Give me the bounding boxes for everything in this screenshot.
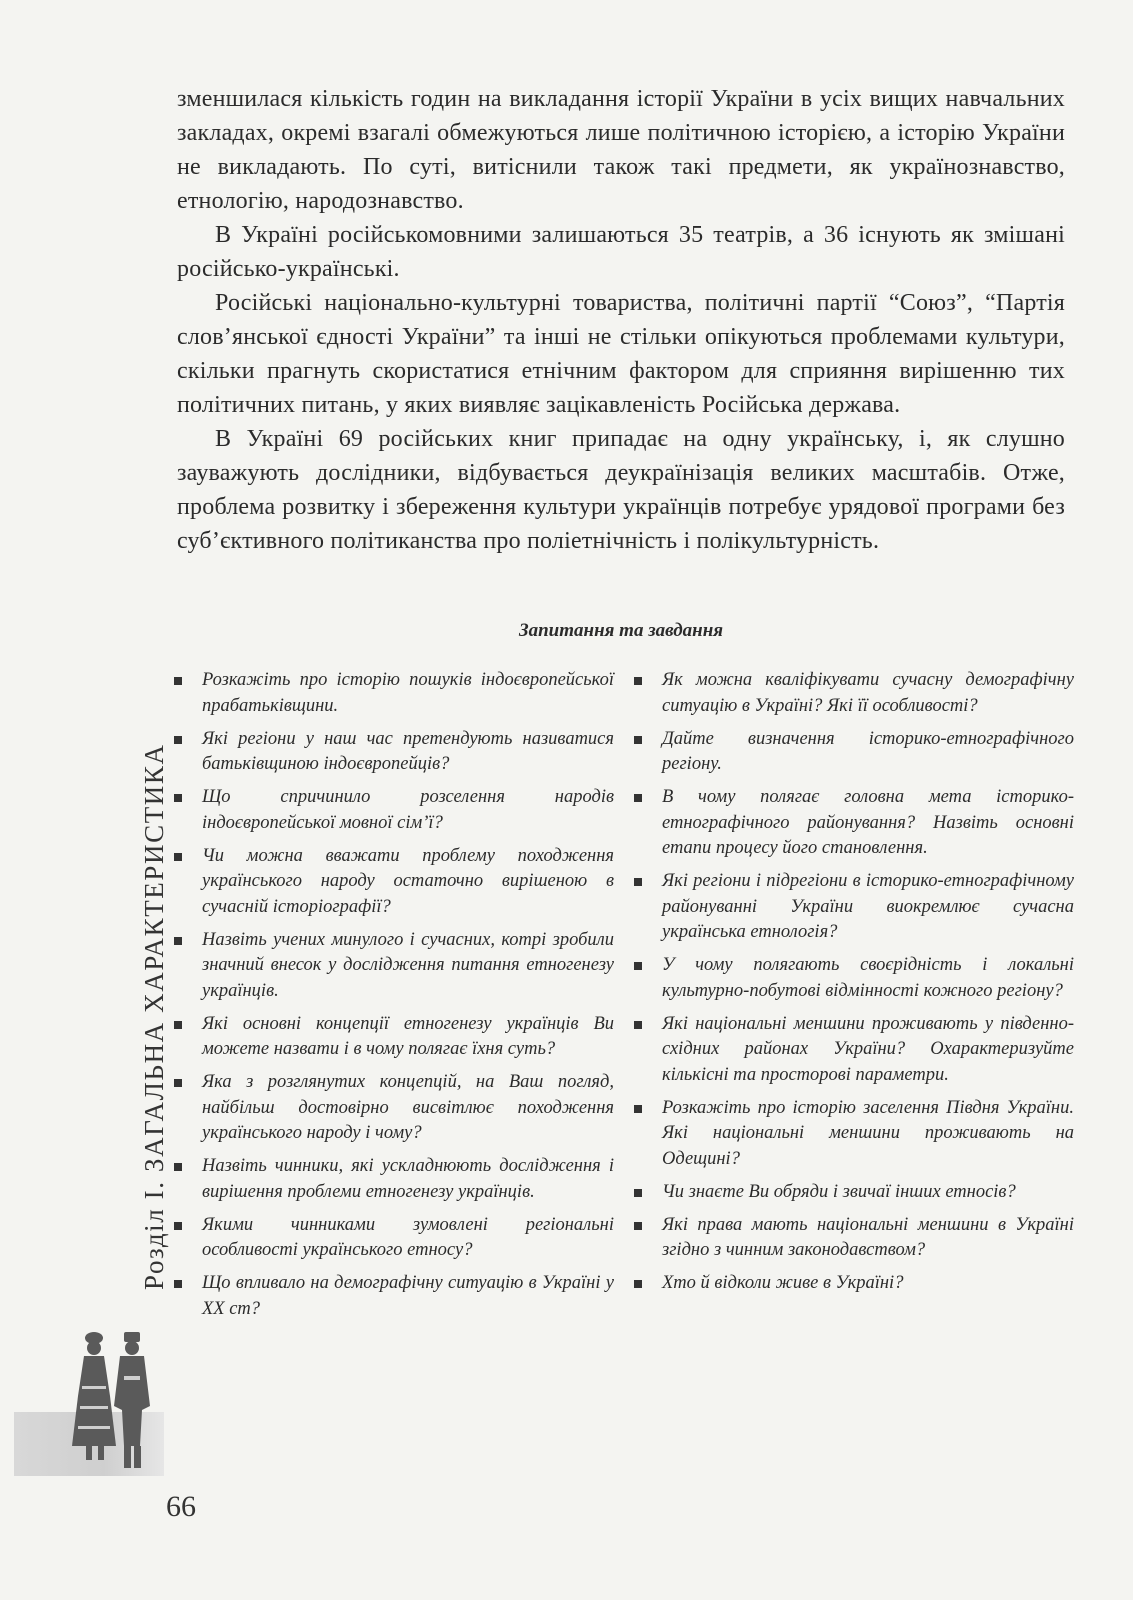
- question-item: [174, 668, 614, 719]
- square-bullet-icon: [174, 736, 182, 744]
- square-bullet-icon: [634, 962, 642, 970]
- question-text: Хто й відколи живе в Україні?: [662, 1273, 904, 1293]
- square-bullet-icon: [174, 794, 182, 802]
- question-text: Чи можна вважати проблему походження українського народу остаточно вирішеною в сучасній історіографії?: [202, 845, 614, 917]
- folk-costume-figures-icon: [54, 1326, 164, 1476]
- square-bullet-icon: [634, 794, 642, 802]
- questions-left-column: [174, 668, 614, 1330]
- questions-right-column: [634, 668, 1074, 1304]
- question-item: [634, 1213, 1074, 1264]
- square-bullet-icon: [634, 1021, 642, 1029]
- question-text: Розкажіть про історію пошуків індоєвропейської прабатьківщини.: [202, 670, 614, 716]
- square-bullet-icon: [174, 1163, 182, 1171]
- paragraph: зменшилася кількість годин на викладання історії України в усіх вищих навчальних закладах, окремі взагалі обмежуються лише політичною історією, а історію України не викладають. По суті, витіснили також такі предмети, як українознавство, етнологію, народознавство.: [177, 86, 1065, 214]
- question-text: Які регіони і підрегіони в історико-етнографічному районуванні України виокремлює сучасна українська етнологія?: [662, 871, 1074, 942]
- question-item: [174, 785, 614, 836]
- paragraph: Російські національно-культурні товариства, політичні партії “Союз”, “Партія слов’янської єдності України” та інші не стільки опікуються проблемами культури, скільки прагнуть скористатися етнічним фактором для сприяння вирішенню тих політичних питань, у яких виявляє зацікавленість Російська держава.: [177, 290, 1065, 418]
- question-text: Які регіони у наш час претендують називатися батьківщиною індоєвропейців?: [202, 728, 614, 774]
- page-number: 66: [166, 1490, 196, 1523]
- question-item: [174, 1271, 614, 1322]
- question-item: [634, 953, 1074, 1004]
- question-item: [634, 668, 1074, 719]
- square-bullet-icon: [634, 1105, 642, 1113]
- square-bullet-icon: [634, 736, 642, 744]
- question-text: Назвіть учених минулого і сучасних, котрі зробили значний внесок у дослідження питання етногенезу українців.: [202, 929, 614, 1001]
- question-text: Якими чинниками зумовлені регіональні особливості українського етносу?: [202, 1214, 614, 1260]
- question-item: [634, 1096, 1074, 1173]
- question-item: [634, 1012, 1074, 1089]
- questions-heading: Запитання та завдання: [518, 620, 724, 641]
- square-bullet-icon: [174, 1222, 182, 1230]
- question-text: Як можна кваліфікувати сучасну демографічну ситуацію в Україні? Які її особливості?: [662, 670, 1074, 716]
- square-bullet-icon: [174, 1021, 182, 1029]
- question-text: В чому полягає головна мета історико-етнографічного районування? Назвіть основні етапи процесу його становлення.: [662, 787, 1074, 858]
- question-text: Назвіть чинники, які ускладнюють дослідження і вирішення проблеми етногенезу українців.: [202, 1156, 614, 1202]
- square-bullet-icon: [174, 1079, 182, 1087]
- question-text: Чи знаєте Ви обряди і звичаї інших етносів?: [662, 1181, 1016, 1202]
- question-item: [174, 1154, 614, 1205]
- square-bullet-icon: [634, 878, 642, 886]
- question-text: Дайте визначення історико-етнографічного регіону.: [662, 728, 1074, 774]
- question-text: Які права мають національні меншини в Україні згідно з чинним законодавством?: [662, 1214, 1074, 1260]
- paragraph: В Україні 69 російських книг припадає на одну українську, і, як слушно зауважують дослідники, відбувається деукраїнізація великих масштабів. Отже, проблема розвитку і збереження культури українців потребує урядової програми без суб’єктивного політиканства про поліетнічність і полікультурність.: [177, 426, 1065, 554]
- question-item: [174, 1070, 614, 1147]
- square-bullet-icon: [634, 1280, 642, 1288]
- square-bullet-icon: [634, 1189, 642, 1197]
- question-item: [634, 727, 1074, 778]
- question-item: [174, 928, 614, 1005]
- question-text: Яка з розглянутих концепцій, на Ваш погляд, найбільш достовірно висвітлює походження українського народу і чому?: [202, 1072, 614, 1143]
- question-text: Що спричинило розселення народів індоєвропейської мовної сім’ї?: [202, 787, 614, 833]
- question-text: Які національні меншини проживають у південно-східних районах України? Охарактеризуйте кількісні та просторові параметри.: [662, 1013, 1074, 1085]
- question-item: [634, 869, 1074, 946]
- question-text: У чому полягають своєрідність і локальні культурно-побутові відмінності кожного регіону?: [662, 955, 1074, 1001]
- square-bullet-icon: [634, 677, 642, 685]
- square-bullet-icon: [634, 1222, 642, 1230]
- square-bullet-icon: [174, 677, 182, 685]
- question-item: [174, 727, 614, 778]
- question-item: [174, 1012, 614, 1063]
- question-item: [634, 1271, 1074, 1297]
- question-item: [174, 1213, 614, 1264]
- question-text: Розкажіть про історію заселення Півдня України. Які національні меншини проживають на Одещині?: [662, 1097, 1074, 1169]
- section-side-label: Розділ І. ЗАГАЛЬНА ХАРАКТЕРИСТИКА: [139, 743, 169, 1290]
- question-text: Що впливало на демографічну ситуацію в Україні у XX ст?: [202, 1273, 614, 1319]
- question-text: Які основні концепції етногенезу українців Ви можете назвати і в чому полягає їхня суть?: [202, 1013, 614, 1059]
- body-text: [177, 82, 1065, 558]
- question-item: [634, 1180, 1074, 1206]
- question-item: [634, 785, 1074, 862]
- square-bullet-icon: [174, 853, 182, 861]
- question-item: [174, 844, 614, 921]
- square-bullet-icon: [174, 1280, 182, 1288]
- paragraph: В Україні російськомовними залишаються 35 театрів, а 36 існують як змішані російсько-українські.: [177, 222, 1065, 282]
- square-bullet-icon: [174, 937, 182, 945]
